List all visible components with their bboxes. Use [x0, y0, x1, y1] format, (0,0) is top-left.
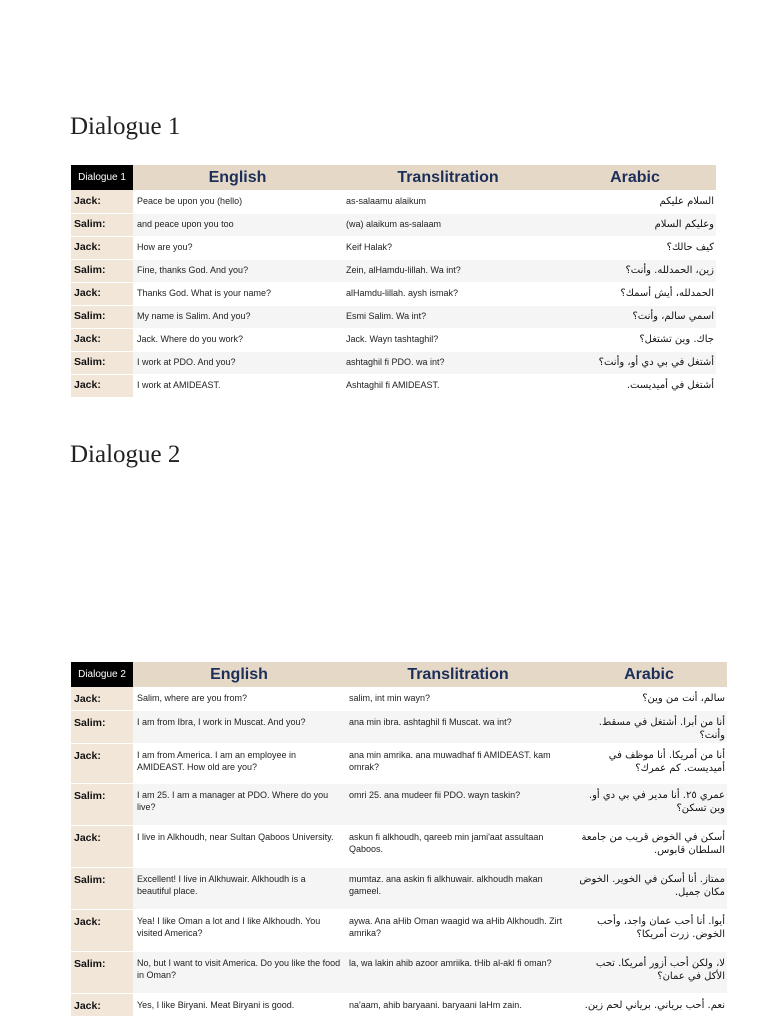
table-row: [71, 687, 727, 710]
arabic-cell: اسمي سالم، وأنت؟: [554, 305, 716, 328]
english-cell: I am 25. I am a manager at PDO. Where do you live?: [133, 783, 345, 825]
arabic-cell: ممتاز. أنا أسكن في الخوير. الخوض مكان جميل.: [571, 867, 727, 909]
speaker-cell: Salim:: [71, 305, 133, 328]
dialogue-2-table: [71, 662, 727, 1017]
table-row: [71, 351, 716, 374]
speaker-cell: Salim:: [71, 351, 133, 374]
speaker-cell: Jack:: [71, 743, 133, 783]
transliteration-cell: la, wa lakin ahib azoor amriika. tHib al-akl fi oman?: [345, 951, 571, 993]
transliteration-cell: Esmi Salim. Wa int?: [342, 305, 554, 328]
arabic-cell: لا، ولكن أحب أزور أمريكا. تحب الأكل في عمان؟: [571, 951, 727, 993]
english-cell: Excellent! I live in Alkhuwair. Alkhoudh is a beautiful place.: [133, 867, 345, 909]
column-header-english: English: [133, 662, 345, 687]
transliteration-cell: mumtaz. ana askin fi alkhuwair. alkhoudh makan gameel.: [345, 867, 571, 909]
speaker-cell: Jack:: [71, 687, 133, 710]
table-row: [71, 328, 716, 351]
table-row: [71, 259, 716, 282]
transliteration-cell: as-salaamu alaikum: [342, 190, 554, 213]
table-row: [71, 213, 716, 236]
column-header-transliteration: Translitration: [345, 662, 571, 687]
english-cell: I work at AMIDEAST.: [133, 374, 342, 397]
arabic-cell: أنا من أمريكا. أنا موظف في أميديست. كم عمرك؟: [571, 743, 727, 783]
dialogue-1-table: [71, 165, 716, 398]
table-row: [71, 909, 727, 951]
table-row: [71, 190, 716, 213]
speaker-cell: Salim:: [71, 783, 133, 825]
english-cell: I work at PDO. And you?: [133, 351, 342, 374]
transliteration-cell: Keif Halak?: [342, 236, 554, 259]
transliteration-cell: salim, int min wayn?: [345, 687, 571, 710]
english-cell: and peace upon you too: [133, 213, 342, 236]
transliteration-cell: ashtaghil fi PDO. wa int?: [342, 351, 554, 374]
table-row: [71, 993, 727, 1016]
speaker-cell: Salim:: [71, 951, 133, 993]
speaker-cell: Jack:: [71, 236, 133, 259]
arabic-cell: سالم، أنت من وين؟: [571, 687, 727, 710]
dialogue-2-heading: Dialogue 2: [70, 441, 181, 468]
dialogue-1-heading: Dialogue 1: [70, 113, 181, 140]
column-header-transliteration: Translitration: [342, 165, 554, 190]
english-cell: I live in Alkhoudh, near Sultan Qaboos University.: [133, 825, 345, 867]
arabic-cell: كيف حالك؟: [554, 236, 716, 259]
speaker-cell: Jack:: [71, 374, 133, 397]
table-row: [71, 783, 727, 825]
transliteration-cell: Zein, alHamdu-lillah. Wa int?: [342, 259, 554, 282]
arabic-cell: الحمدلله، أيش أسمك؟: [554, 282, 716, 305]
speaker-cell: Jack:: [71, 328, 133, 351]
transliteration-cell: aywa. Ana aHib Oman waagid wa aHib Alkhoudh. Zirt amrika?: [345, 909, 571, 951]
english-cell: Jack. Where do you work?: [133, 328, 342, 351]
transliteration-cell: Jack. Wayn tashtaghil?: [342, 328, 554, 351]
speaker-cell: Jack:: [71, 993, 133, 1016]
english-cell: How are you?: [133, 236, 342, 259]
speaker-cell: Jack:: [71, 909, 133, 951]
transliteration-cell: ana min amrika. ana muwadhaf fi AMIDEAST. kam omrak?: [345, 743, 571, 783]
english-cell: Yea! I like Oman a lot and I like Alkhoudh. You visited America?: [133, 909, 345, 951]
speaker-cell: Salim:: [71, 867, 133, 909]
english-cell: I am from America. I am an employee in AMIDEAST. How old are you?: [133, 743, 345, 783]
arabic-cell: جاك. وين تشتغل؟: [554, 328, 716, 351]
transliteration-cell: na'aam, ahib baryaani. baryaani laHm zain.: [345, 993, 571, 1016]
table-row: [71, 710, 727, 743]
table-row: [71, 743, 727, 783]
english-cell: No, but I want to visit America. Do you like the food in Oman?: [133, 951, 345, 993]
english-cell: Peace be upon you (hello): [133, 190, 342, 213]
transliteration-cell: askun fi alkhoudh, qareeb min jami'aat assultaan Qaboos.: [345, 825, 571, 867]
transliteration-cell: omri 25. ana mudeer fii PDO. wayn taskin?: [345, 783, 571, 825]
english-cell: My name is Salim. And you?: [133, 305, 342, 328]
table-row: [71, 825, 727, 867]
transliteration-cell: Ashtaghil fi AMIDEAST.: [342, 374, 554, 397]
column-header-arabic: Arabic: [554, 165, 716, 190]
table-row: [71, 951, 727, 993]
table-row: [71, 305, 716, 328]
table-row: [71, 374, 716, 397]
arabic-cell: زين، الحمدلله. وأنت؟: [554, 259, 716, 282]
table-header-row: [71, 662, 727, 687]
transliteration-cell: ana min ibra. ashtaghil fi Muscat. wa int?: [345, 710, 571, 743]
english-cell: Thanks God. What is your name?: [133, 282, 342, 305]
speaker-cell: Jack:: [71, 190, 133, 213]
arabic-cell: أيوا. أنا أحب عمان واجد، وأحب الخوض. زرت أمريكا؟: [571, 909, 727, 951]
english-cell: I am from Ibra, I work in Muscat. And you?: [133, 710, 345, 743]
arabic-cell: أشتغل في بي دي أو، وأنت؟: [554, 351, 716, 374]
transliteration-cell: (wa) alaikum as-salaam: [342, 213, 554, 236]
speaker-cell: Salim:: [71, 259, 133, 282]
table-row: [71, 236, 716, 259]
arabic-cell: وعليكم السلام: [554, 213, 716, 236]
table-row: [71, 282, 716, 305]
arabic-cell: أشتغل في أميديست.: [554, 374, 716, 397]
dialogue-tag: Dialogue 1: [71, 165, 133, 190]
arabic-cell: السلام عليكم: [554, 190, 716, 213]
speaker-cell: Salim:: [71, 213, 133, 236]
column-header-arabic: Arabic: [571, 662, 727, 687]
transliteration-cell: alHamdu-lillah. aysh ismak?: [342, 282, 554, 305]
arabic-cell: أنا من أبرا. أشتغل في مسقط. وأنت؟: [571, 710, 727, 743]
arabic-cell: أسكن في الخوض قريب من جامعة السلطان قابوس.: [571, 825, 727, 867]
arabic-cell: نعم. أحب برياني. برياني لحم زين.: [571, 993, 727, 1016]
speaker-cell: Jack:: [71, 825, 133, 867]
table-header-row: [71, 165, 716, 190]
english-cell: Yes, I like Biryani. Meat Biryani is good.: [133, 993, 345, 1016]
column-header-english: English: [133, 165, 342, 190]
table-row: [71, 867, 727, 909]
english-cell: Salim, where are you from?: [133, 687, 345, 710]
speaker-cell: Jack:: [71, 282, 133, 305]
arabic-cell: عمري ٢٥. أنا مدير في بي دي أو. وين تسكن؟: [571, 783, 727, 825]
english-cell: Fine, thanks God. And you?: [133, 259, 342, 282]
speaker-cell: Salim:: [71, 710, 133, 743]
dialogue-tag: Dialogue 2: [71, 662, 133, 687]
